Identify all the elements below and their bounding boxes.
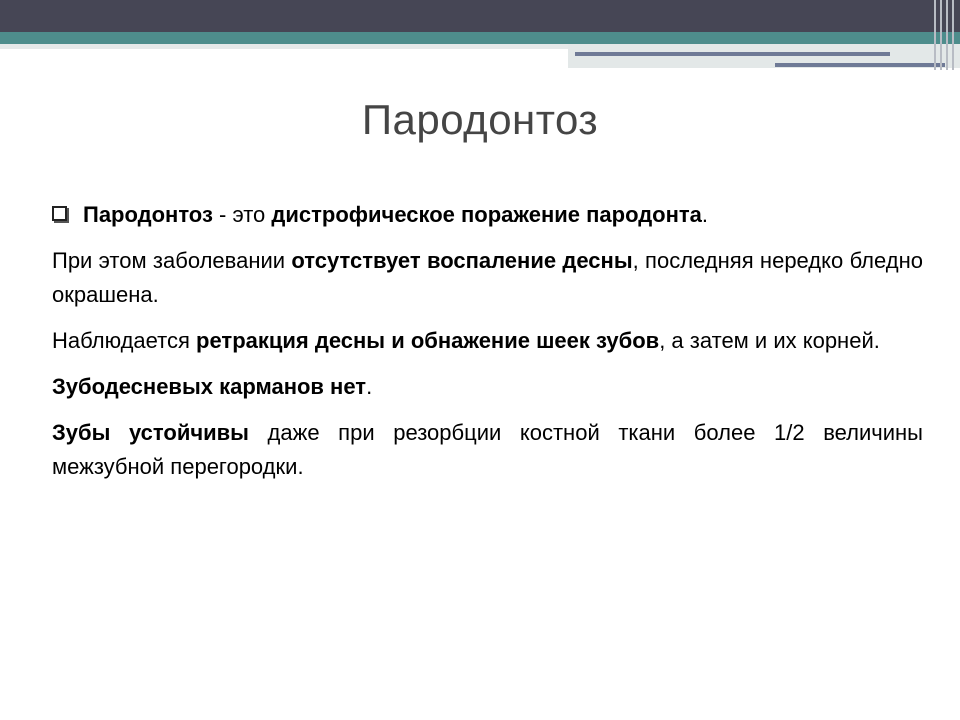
- emphasis-bold: Зубодесневых карманов нет: [52, 374, 367, 399]
- definition-text: [83, 198, 708, 232]
- header-light-stripe: [0, 44, 570, 49]
- slide-title: Пародонтоз: [361, 96, 599, 143]
- text-span: .: [701, 202, 709, 227]
- text-span: Наблюдается: [52, 328, 197, 353]
- text-span: , а затем и их корней.: [659, 328, 880, 353]
- emphasis-bold: ретракция десны и обнажение шеек зубов: [196, 328, 660, 353]
- header-deco-line-short: [775, 63, 945, 67]
- header-deco-line: [575, 52, 890, 56]
- text-span: , последняя нередко бледно окрашена.: [52, 248, 923, 307]
- definition-paragraph: [52, 198, 923, 232]
- slide-body: [52, 198, 923, 496]
- paragraph-stability: [52, 416, 923, 484]
- definition-bold: дистрофическое поражение пародонта: [271, 202, 702, 227]
- text-span: .: [366, 374, 373, 399]
- text-span: - это: [212, 202, 272, 227]
- emphasis-bold: отсутствует воспаление десны: [291, 248, 633, 273]
- corner-deco-lines: [930, 0, 960, 70]
- checkbox-square-icon: [52, 206, 67, 221]
- paragraph-inflammation: [52, 244, 923, 312]
- text-span: даже при резорбции костной ткани более 1/2 величины межзубной перегородки.: [52, 420, 923, 479]
- paragraph-retraction: [52, 324, 923, 358]
- emphasis-bold: Зубы устойчивы: [52, 420, 249, 445]
- header-accent-stripe: [0, 32, 960, 44]
- text-span: При этом заболевании: [52, 248, 292, 273]
- term-bold: Пародонтоз: [83, 202, 213, 227]
- paragraph-pockets: [52, 370, 923, 404]
- header-band: [0, 0, 960, 32]
